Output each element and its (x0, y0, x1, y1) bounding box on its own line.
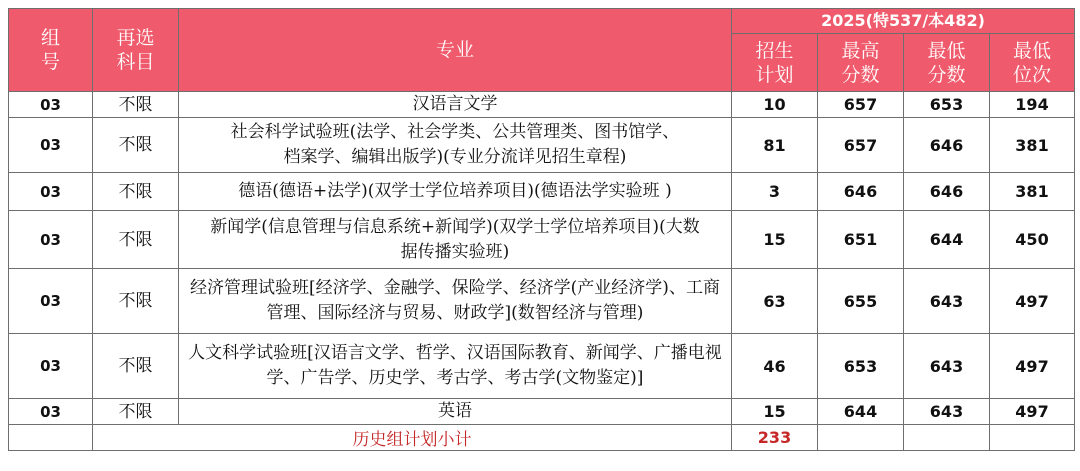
major-cell: 社会科学试验班(法学、社会学类、公共管理类、图书馆学、档案学、编辑出版学)(专业分流详见招生章程) (179, 118, 732, 173)
admission-table (8, 8, 1075, 451)
subject-cell: 不限 (93, 211, 179, 269)
max-score-cell: 657 (818, 92, 904, 118)
max-score-cell: 651 (818, 211, 904, 269)
min-rank-cell: 381 (990, 118, 1075, 173)
min-score-cell: 644 (904, 211, 990, 269)
max-score-cell: 646 (818, 173, 904, 211)
subject-cell: 不限 (93, 118, 179, 173)
header-major: 专业 (179, 9, 732, 92)
min-score-cell: 643 (904, 334, 990, 399)
max-score-cell: 644 (818, 399, 904, 425)
subject-cell: 不限 (93, 334, 179, 399)
min-score-cell: 643 (904, 399, 990, 425)
header-plan: 招生计划 (732, 34, 818, 92)
subtotal-row (9, 425, 1075, 451)
major-cell: 新闻学(信息管理与信息系统+新闻学)(双学士学位培养项目)(大数据传播实验班) (179, 211, 732, 269)
header-min-score: 最低分数 (904, 34, 990, 92)
max-score-cell: 653 (818, 334, 904, 399)
table-row (9, 173, 1075, 211)
group-cell: 03 (9, 173, 93, 211)
major-cell: 英语 (179, 399, 732, 425)
header-group-no: 组号 (9, 9, 93, 92)
plan-cell: 15 (732, 399, 818, 425)
group-cell: 03 (9, 211, 93, 269)
min-score-cell: 653 (904, 92, 990, 118)
major-cell: 汉语言文学 (179, 92, 732, 118)
table-row (9, 399, 1075, 425)
plan-cell: 63 (732, 269, 818, 334)
subtotal-label: 历史组计划小计 (93, 425, 732, 451)
max-score-cell: 657 (818, 118, 904, 173)
table-row (9, 269, 1075, 334)
min-rank-cell: 450 (990, 211, 1075, 269)
table-row (9, 334, 1075, 399)
group-cell: 03 (9, 118, 93, 173)
min-rank-cell: 497 (990, 269, 1075, 334)
subject-cell: 不限 (93, 92, 179, 118)
group-cell: 03 (9, 334, 93, 399)
header-max-score: 最高分数 (818, 34, 904, 92)
major-cell: 人文科学试验班[汉语言文学、哲学、汉语国际教育、新闻学、广播电视学、广告学、历史学、考古学、考古学(文物鉴定)] (179, 334, 732, 399)
group-cell: 03 (9, 269, 93, 334)
header-row-top (9, 9, 1075, 34)
min-score-cell: 646 (904, 173, 990, 211)
major-cell: 德语(德语+法学)(双学士学位培养项目)(德语法学实验班 ) (179, 173, 732, 211)
table-row (9, 92, 1075, 118)
min-rank-cell: 497 (990, 399, 1075, 425)
subtotal-empty-cell (9, 425, 93, 451)
subject-cell: 不限 (93, 399, 179, 425)
min-rank-cell: 497 (990, 334, 1075, 399)
plan-cell: 3 (732, 173, 818, 211)
subject-cell: 不限 (93, 173, 179, 211)
max-score-cell: 655 (818, 269, 904, 334)
plan-cell: 15 (732, 211, 818, 269)
subtotal-empty-cell (904, 425, 990, 451)
subtotal-empty-cell (990, 425, 1075, 451)
header-reselect-subject: 再选科目 (93, 9, 179, 92)
subtotal-value: 233 (732, 425, 818, 451)
table-row (9, 118, 1075, 173)
subject-cell: 不限 (93, 269, 179, 334)
subtotal-empty-cell (818, 425, 904, 451)
min-rank-cell: 381 (990, 173, 1075, 211)
min-score-cell: 646 (904, 118, 990, 173)
table-row (9, 211, 1075, 269)
min-score-cell: 643 (904, 269, 990, 334)
group-cell: 03 (9, 399, 93, 425)
header-min-rank: 最低位次 (990, 34, 1075, 92)
group-cell: 03 (9, 92, 93, 118)
plan-cell: 81 (732, 118, 818, 173)
plan-cell: 10 (732, 92, 818, 118)
plan-cell: 46 (732, 334, 818, 399)
header-year-info: 2025(特537/本482) (732, 9, 1075, 34)
major-cell: 经济管理试验班[经济学、金融学、保险学、经济学(产业经济学)、工商管理、国际经济与贸易、财政学](数智经济与管理) (179, 269, 732, 334)
min-rank-cell: 194 (990, 92, 1075, 118)
